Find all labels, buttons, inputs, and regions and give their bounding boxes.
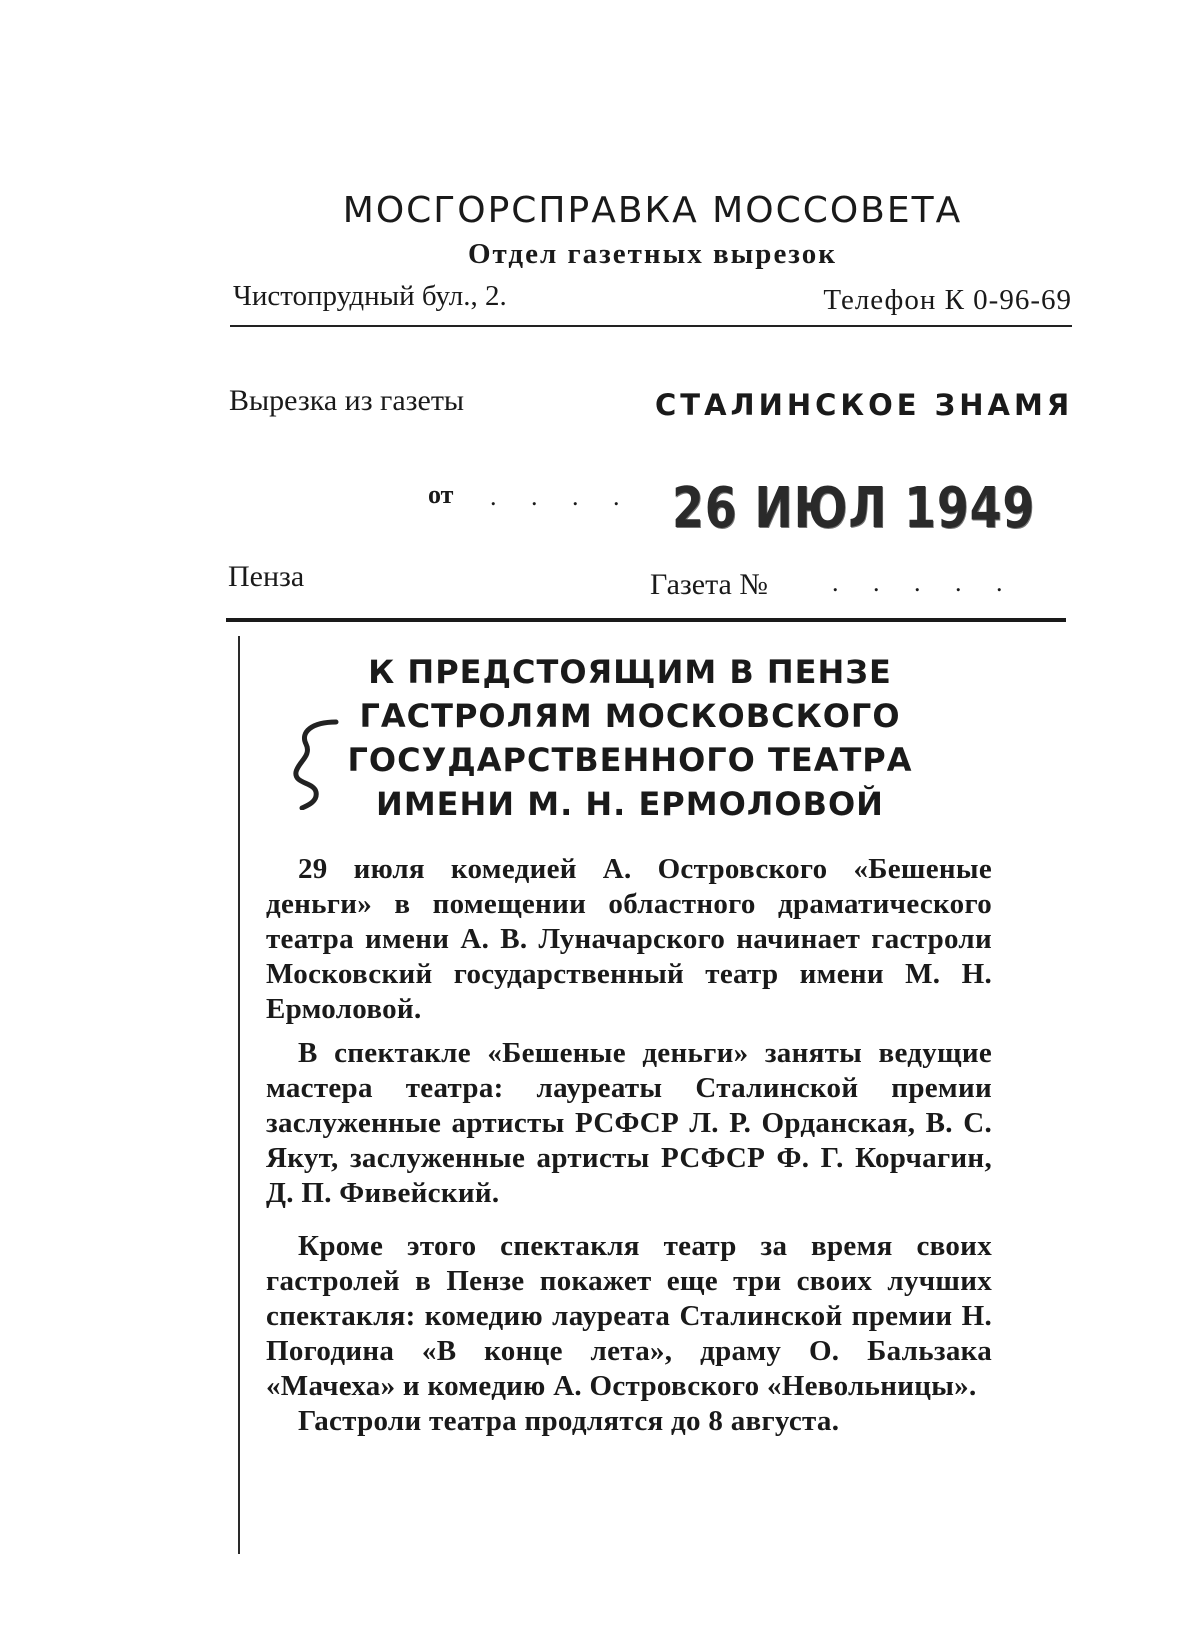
organization-name: МОСГОРСПРАВКА МОССОВЕТА: [342, 190, 963, 231]
article-paragraph: Кроме этого спектакля театр за время своих гастролей в Пензе покажет еще три своих лучших спектакля: комедию лауреата Сталинской премии Н. Погодина «В конце лета», драму О. Бальзака «Мачеха» и комедию А. Островского «Невольницы».: [266, 1230, 992, 1402]
headline-line: ГАСТРОЛЯМ МОСКОВСКОГО: [359, 697, 901, 735]
headline-line: К ПРЕДСТОЯЩИМ В ПЕНЗЕ: [368, 653, 892, 691]
date-from-dots: . . . .: [490, 482, 634, 511]
pencil-mark-icon: [292, 718, 352, 810]
city-name: Пенза: [228, 560, 305, 593]
phone-number: Телефон К 0-96-69: [823, 284, 1072, 316]
department-name: Отдел газетных вырезок: [467, 238, 838, 270]
headline-line: ГОСУДАРСТВЕННОГО ТЕАТРА: [347, 741, 913, 779]
issue-number-label: Газета №: [650, 568, 768, 601]
clipping-left-edge: [238, 636, 240, 1554]
article-headline: [300, 650, 960, 826]
article-body: [266, 852, 992, 1448]
date-stamp: 26 ИЮЛ 1949: [672, 476, 1036, 541]
article-paragraph: В спектакле «Бешеные деньги» заняты ведущие мастера театра: лауреаты Сталинской премии заслуженные артисты РСФСР Л. Р. Орданская, В. С. Якут, заслуженные артисты РСФСР Ф. Г. Корчагин, Д. П. Фивейский.: [266, 1037, 992, 1209]
headline-line: ИМЕНИ М. Н. ЕРМОЛОВОЙ: [376, 785, 884, 823]
article-paragraph: 29 июля комедией А. Островского «Бешеные деньги» в помещении областного драматического театра имени А. В. Луначарского начинает гастроли Московский государственный театр имени М. Н. Ермоловой.: [266, 853, 992, 1025]
date-from-label: от: [428, 480, 454, 509]
header-divider: [230, 325, 1072, 327]
issue-number-dots: . . . . .: [832, 568, 1017, 597]
form-divider: [226, 618, 1066, 622]
newspaper-name: СТАЛИНСКОЕ ЗНАМЯ: [655, 388, 1074, 422]
address: Чистопрудный бул., 2.: [233, 280, 507, 312]
article-paragraph: Гастроли театра продлятся до 8 августа.: [298, 1405, 840, 1437]
clip-source-label: Вырезка из газеты: [229, 384, 465, 417]
